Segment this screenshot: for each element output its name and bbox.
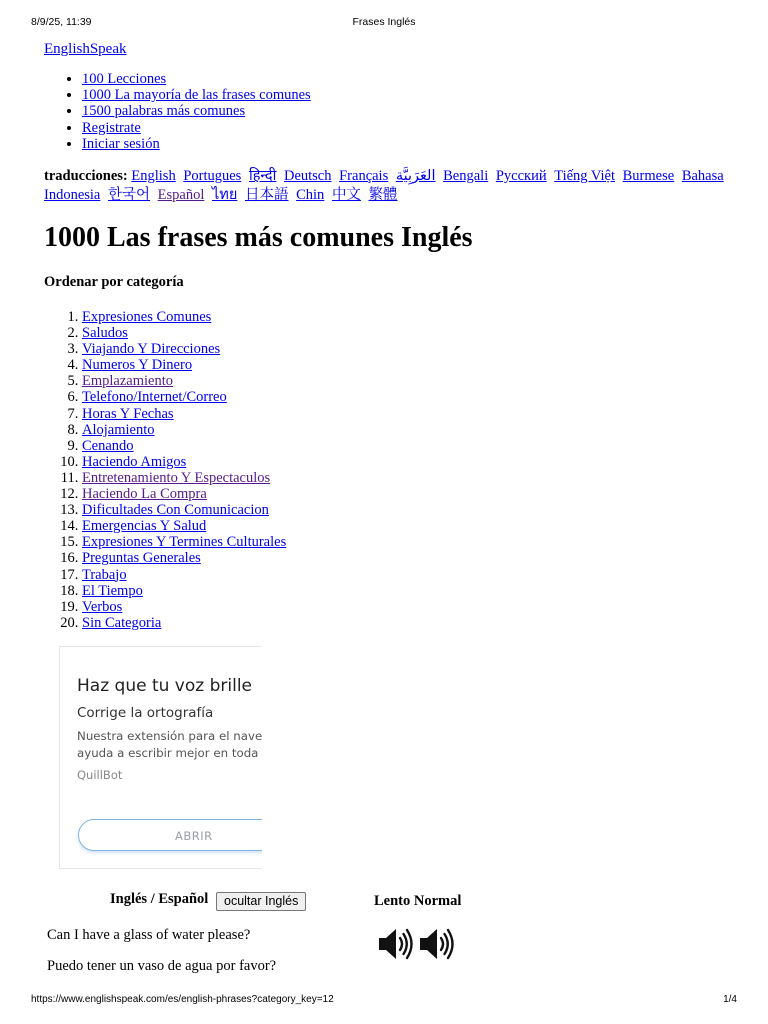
- category-link[interactable]: Emergencias Y Salud: [82, 518, 207, 535]
- nav-item: [82, 120, 311, 136]
- list-item: [82, 325, 286, 341]
- ad-body: [77, 728, 262, 762]
- ad-body-line: ayuda a escribir mejor en toda: [77, 746, 259, 760]
- list-item: [82, 486, 286, 502]
- speaker-icon[interactable]: [377, 926, 413, 962]
- list-item: [82, 389, 286, 405]
- category-link[interactable]: El Tiempo: [82, 582, 143, 599]
- print-header: [31, 14, 737, 30]
- lang-link-portugues[interactable]: Portugues: [183, 168, 242, 184]
- list-item: [82, 534, 286, 550]
- print-url: https://www.englishspeak.com/es/english-phrases?category_key=12: [31, 994, 334, 1005]
- category-heading: Ordenar por categoría: [44, 274, 184, 290]
- list-item: [82, 518, 286, 534]
- ad-brand: QuillBot: [77, 768, 123, 782]
- lang-link-korean[interactable]: 한국어: [108, 187, 151, 203]
- category-link[interactable]: Cenando: [82, 437, 134, 454]
- print-page-number: 1/4: [723, 994, 737, 1005]
- list-item: [82, 422, 286, 438]
- phrase-english: Can I have a glass of water please?: [47, 927, 251, 943]
- main-nav: [44, 71, 311, 152]
- list-item: [82, 357, 286, 373]
- nav-item: [82, 87, 311, 103]
- lang-link-japanese[interactable]: 日本語: [244, 187, 289, 203]
- lang-link-espanol[interactable]: Español: [157, 187, 205, 203]
- list-item: [82, 406, 286, 422]
- list-item: [82, 454, 286, 470]
- print-footer: [31, 992, 737, 1008]
- category-link[interactable]: Viajando Y Direcciones: [82, 341, 221, 358]
- nav-link-register[interactable]: Registrate: [82, 119, 141, 136]
- lang-link-vietnamese[interactable]: Tiếng Việt: [554, 168, 616, 184]
- page-title: 1000 Las frases más comunes Inglés: [44, 222, 473, 253]
- category-link[interactable]: Expresiones Y Termines Culturales: [82, 534, 287, 551]
- list-item: [82, 309, 286, 325]
- lang-link-chinese-traditional[interactable]: 繁體: [368, 187, 398, 203]
- list-item: [82, 599, 286, 615]
- category-link[interactable]: Trabajo: [82, 566, 127, 583]
- category-link[interactable]: Telefono/Internet/Correo: [82, 389, 227, 406]
- lang-link-burmese[interactable]: Burmese: [622, 168, 675, 184]
- translations-bar: [44, 167, 724, 205]
- category-link[interactable]: Entretenamiento Y Espectaculos: [82, 469, 271, 486]
- category-list: [44, 309, 286, 631]
- speed-column-header: Lento Normal: [374, 893, 462, 909]
- nav-link-1500-words[interactable]: 1500 palabras más comunes: [82, 103, 246, 120]
- site-home-link[interactable]: EnglishSpeak: [44, 41, 127, 57]
- category-link[interactable]: Numeros Y Dinero: [82, 357, 193, 374]
- nav-item: [82, 103, 311, 119]
- phrase-spanish: Puedo tener un vaso de agua por favor?: [47, 958, 277, 974]
- nav-link-1000-phrases[interactable]: 1000 La mayoría de las frases comunes: [82, 87, 311, 104]
- list-item: [82, 550, 286, 566]
- list-item: [82, 567, 286, 583]
- lang-link-chinese-simplified[interactable]: 中文: [331, 187, 361, 203]
- category-link[interactable]: Preguntas Generales: [82, 550, 201, 567]
- lang-link-francais[interactable]: Français: [339, 168, 389, 184]
- list-item: [82, 373, 286, 389]
- list-item: [82, 341, 286, 357]
- ad-subtitle: Corrige la ortografía: [77, 705, 214, 721]
- hide-english-button[interactable]: ocultar Inglés: [216, 892, 306, 911]
- lang-link-arabic[interactable]: العَرَبِيَّة: [395, 168, 436, 184]
- nav-link-login[interactable]: Iniciar sesión: [82, 135, 160, 152]
- category-link[interactable]: Sin Categoria: [82, 614, 162, 631]
- nav-item: [82, 136, 311, 152]
- ad-body-line: Nuestra extensión para el nave: [77, 729, 262, 743]
- language-column-header: Inglés / Español: [110, 891, 209, 907]
- category-link[interactable]: Verbos: [82, 598, 123, 615]
- category-link[interactable]: Alojamiento: [82, 421, 155, 438]
- ad-open-button[interactable]: ABRIR: [78, 819, 262, 851]
- lang-link-hindi[interactable]: हिन्दी: [248, 168, 277, 184]
- category-link[interactable]: Horas Y Fechas: [82, 405, 174, 422]
- category-link[interactable]: Saludos: [82, 325, 128, 342]
- category-link[interactable]: Expresiones Comunes: [82, 309, 212, 325]
- nav-link-100-lessons[interactable]: 100 Lecciones: [82, 71, 167, 87]
- list-item: [82, 502, 286, 518]
- category-link[interactable]: Emplazamiento: [82, 373, 173, 390]
- lang-link-bahasa-indonesia[interactable]: Bahasa Indonesia: [44, 168, 724, 203]
- lang-link-bengali[interactable]: Bengali: [443, 168, 489, 184]
- list-item: [82, 583, 286, 599]
- lang-link-chin[interactable]: Chin: [296, 187, 325, 203]
- lang-link-thai[interactable]: ไทย: [212, 187, 238, 203]
- print-title: Frases Inglés: [352, 16, 416, 28]
- list-item: [82, 438, 286, 454]
- lang-link-russian[interactable]: Русский: [495, 168, 547, 184]
- category-link[interactable]: Haciendo La Compra: [82, 486, 207, 503]
- nav-item: [82, 71, 311, 87]
- lang-link-english[interactable]: English: [131, 168, 176, 184]
- category-link[interactable]: Dificultades Con Comunicacion: [82, 502, 269, 519]
- ad-title: Haz que tu voz brille: [77, 676, 252, 696]
- category-link[interactable]: Haciendo Amigos: [82, 453, 187, 470]
- list-item: [82, 470, 286, 486]
- ad-banner[interactable]: [59, 646, 262, 869]
- translations-label: traducciones:: [44, 168, 128, 184]
- lang-link-deutsch[interactable]: Deutsch: [283, 168, 332, 184]
- print-datetime: 8/9/25, 11:39: [31, 16, 92, 28]
- speaker-icon[interactable]: [418, 926, 454, 962]
- list-item: [82, 615, 286, 631]
